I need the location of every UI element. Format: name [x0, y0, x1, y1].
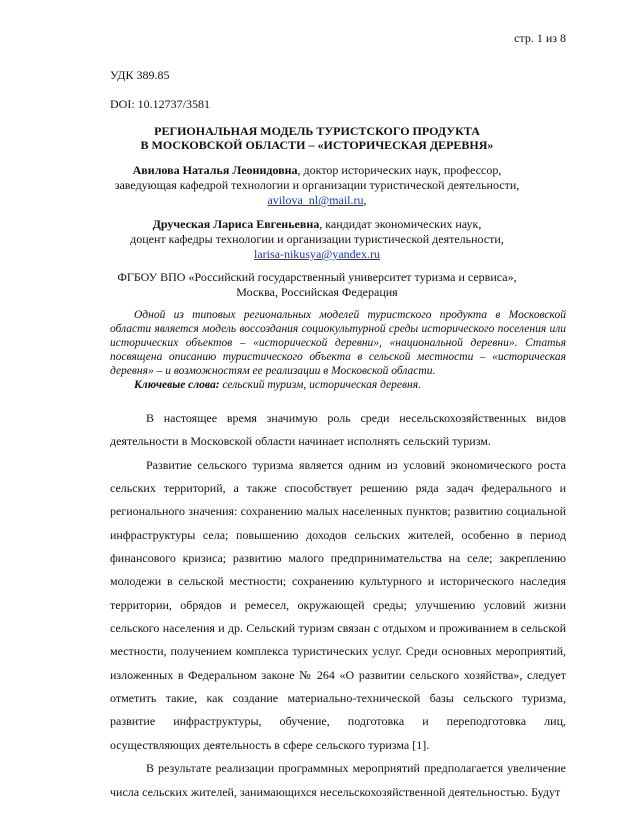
doi: DOI: 10.12737/3581: [110, 97, 210, 111]
organization: [100, 270, 534, 300]
author-2-email-line: [100, 247, 534, 262]
body-text: [110, 407, 566, 804]
author-block-1: [100, 163, 534, 208]
author-2-position: доцент кафедры технологии и организации туристической деятельности,: [130, 232, 504, 246]
author-1-email-line: [100, 193, 534, 208]
author-2-degree: , кандидат экономических наук,: [319, 217, 482, 231]
author-2-name: Друческая Лариса Евгеньевна: [152, 217, 320, 231]
author-1-degree: , доктор исторических наук, профессор,: [297, 163, 502, 177]
keywords-text: сельский туризм, историческая деревня.: [219, 379, 421, 391]
author-1-line: [100, 163, 534, 178]
paper-title: [100, 124, 534, 152]
author-block-2: [100, 217, 534, 262]
author-1-email-link[interactable]: avilova_nl@mail.ru: [267, 193, 364, 207]
author-1-name: Авилова Наталья Леонидовна: [132, 163, 298, 177]
keywords-label: Ключевые слова:: [134, 379, 220, 391]
paragraph-2: Развитие сельского туризма является одним из условий экономического роста сельских территорий, а также способствует решению ряда задач федерального и регионального значения: сохранению малых населенных пунктов; развитию социальной инфраструктуры села; повышению доходов сельских жителей, особенно в период финансового кризиса; развитию малого предпринимательства на селе; закреплению молодежи в сельской местности; сохранению культурного и исторического наследия территории, обрядов и ремесел, окружающей среды; улучшению условий жизни сельского населения и др. Сельский туризм связан с отдыхом и проживанием в сельской местности, получением комплекса туристических услуг. Среди основных мероприятий, изложенных в Федеральном законе № 264 «О развитии сельского хозяйства», следует отметить такие, как создание материально-технической базы сельского туризма, развитие инфраструктуры, обучение, подготовка и переподготовка лиц, осуществляющих деятельность в сфере сельского туризма [1].: [110, 457, 566, 752]
author-1-position: заведующая кафедрой технологии и организации туристической деятельности,: [114, 178, 520, 192]
organization-line-1: ФГБОУ ВПО «Российский государственный университет туризма и сервиса»,: [117, 270, 517, 284]
udk-code: УДК 389.85: [110, 68, 170, 82]
paragraph-3: В результате реализации программных мероприятий предполагается увеличение числа сельских жителей, занимающихся несельскохозяйственной деятельностью. Будут: [110, 761, 566, 799]
page-number: стр. 1 из 8: [514, 31, 566, 45]
abstract: Одной из типовых региональных моделей туристского продукта в Московской области является модель воссоздания социокультурной среды исторического поселения или исторических объектов – «исторической деревни», «национальной деревни». Статья посвящена описанию туристического объекта в сельской местности – «историческая деревня» – и возможностям ее реализации в Московской области.: [110, 309, 566, 377]
keywords: [110, 378, 566, 392]
title-line-2: В МОСКОВСКОЙ ОБЛАСТИ – «ИСТОРИЧЕСКАЯ ДЕРЕВНЯ»: [140, 138, 494, 152]
paragraph-1: В настоящее время значимую роль среди несельскохозяйственных видов деятельности в Московской области начинает исполнять сельский туризм.: [110, 411, 566, 449]
author-2-email-link[interactable]: larisa-nikusya@yandex.ru: [253, 247, 380, 261]
organization-line-2: Москва, Российская Федерация: [236, 285, 398, 299]
author-1-email-suffix: ,: [363, 193, 367, 207]
author-2-line: [100, 217, 534, 232]
title-line-1: РЕГИОНАЛЬНАЯ МОДЕЛЬ ТУРИСТСКОГО ПРОДУКТА: [154, 124, 480, 138]
